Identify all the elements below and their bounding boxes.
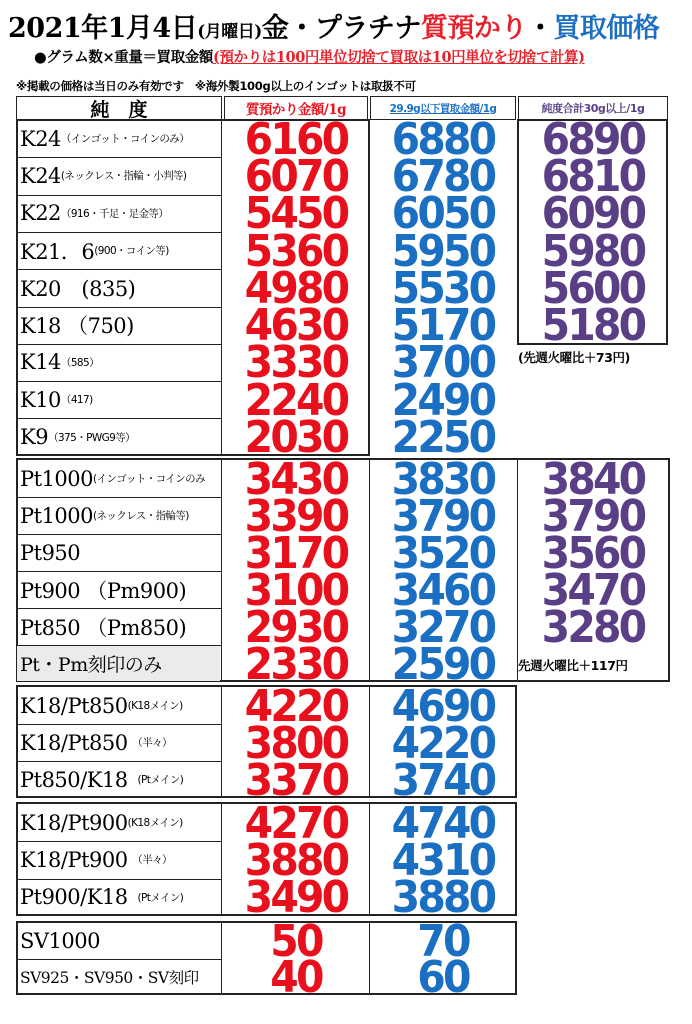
column-divider [369, 458, 370, 682]
column-header-pawn: 質預かり金額/1g [224, 96, 368, 120]
buy-price: 3830 [391, 453, 495, 505]
row-label [20, 381, 93, 418]
row-label [20, 959, 199, 995]
title-day: (月曜日) [197, 22, 262, 42]
row-label-sub: （半々） [127, 737, 172, 749]
buy-price: 6780 [391, 150, 495, 202]
row-label-sub: （585） [60, 356, 99, 369]
pawn-price: 3390 [244, 490, 348, 542]
row-label [20, 307, 134, 344]
row-label-main: K24 [20, 163, 61, 188]
row-label-sub: (インゴット・コインのみ [93, 473, 205, 485]
pawn-price: 3800 [244, 717, 348, 769]
column-header-buy-large: 純度合計30g以上/1g [518, 96, 668, 120]
bulk-buy-price: 5600 [541, 262, 645, 314]
buy-price: 3740 [391, 754, 495, 806]
pawn-price: 2930 [244, 601, 348, 653]
buy-price: 3460 [391, 564, 495, 616]
row-label-main: K10 [20, 387, 61, 412]
bulk-buy-price: 3840 [541, 453, 645, 505]
column-divider [221, 802, 222, 916]
row-label-sub: （417) [60, 394, 93, 407]
column-divider [369, 119, 370, 456]
row-label-main: SV1000 [20, 929, 100, 953]
row-label-main: K22 [20, 201, 61, 226]
row-label-main: K18/Pt900 [20, 847, 128, 872]
page-title [8, 6, 688, 46]
bulk-buy-price: 6890 [541, 113, 645, 165]
row-label [20, 804, 183, 841]
pawn-price: 6070 [244, 150, 348, 202]
row-label-main: SV925・SV950・SV刻印 [20, 969, 199, 987]
buy-price: 3520 [391, 527, 495, 579]
pawn-price: 5450 [244, 188, 348, 240]
row-label-main: Pt1000 [20, 466, 94, 491]
title-buy: 買取価格 [553, 13, 660, 44]
row-label-main: Pt・Pm刻印のみ [20, 654, 162, 676]
row-label-main: K18/Pt900 [20, 810, 128, 835]
bulk-buy-price: 5980 [541, 225, 645, 277]
buy-price: 5170 [391, 300, 495, 352]
pawn-price: 3880 [244, 834, 348, 886]
column-divider [369, 685, 370, 798]
row-label-main: K24 [20, 126, 61, 151]
buy-price: 3790 [391, 490, 495, 542]
column-divider [221, 921, 222, 995]
pawn-price: 3370 [244, 754, 348, 806]
buy-price: 2490 [391, 374, 495, 426]
row-label-sub: （半々） [127, 854, 172, 867]
pawn-price: 3100 [244, 564, 348, 616]
pawn-price: 4220 [244, 680, 348, 732]
row-label-main: K18 （750) [20, 314, 134, 339]
pawn-price: 3430 [244, 453, 348, 505]
column-divider [221, 458, 222, 682]
row-label [20, 497, 189, 534]
bulk-buy-price: 6090 [541, 188, 645, 240]
row-label [20, 269, 135, 306]
buy-price: 5530 [391, 262, 495, 314]
buy-price: 60 [417, 952, 469, 1003]
row-label [20, 761, 183, 798]
buy-price: 6880 [391, 113, 495, 165]
row-label-main: K9 [20, 425, 49, 450]
pawn-price: 40 [270, 952, 322, 1003]
row-label-main: Pt950 [20, 540, 81, 565]
row-label [20, 534, 80, 571]
notice-text: ※掲載の価格は当日のみ有効です ※海外製100g以上のインゴットは取扱不可 [16, 79, 416, 93]
column-divider [517, 458, 518, 682]
formula-line [34, 46, 585, 68]
buy-price: 3880 [391, 872, 495, 924]
pawn-price: 2330 [244, 638, 348, 690]
row-label [20, 418, 135, 455]
buy-price: 70 [417, 916, 469, 967]
row-label-main: Pt850/K18 [20, 767, 128, 792]
row-label [20, 724, 172, 761]
row-label-sub: （916・千足・足金等） [60, 207, 169, 220]
bulk-buy-price: 3470 [541, 564, 645, 616]
title-date: 2021年1月4日 [8, 13, 198, 44]
column-header-buy-small: 29.9g以下買取金額/1g [370, 96, 516, 120]
pawn-price: 2030 [244, 412, 348, 464]
buy-price: 3270 [391, 601, 495, 653]
pawn-price: 3170 [244, 527, 348, 579]
gold-change-note: (先週火曜比＋73円) [518, 350, 630, 365]
row-label [20, 120, 189, 157]
row-label [20, 923, 100, 959]
buy-price: 4220 [391, 717, 495, 769]
formula-text: ●グラム数×重量＝買取金額 [34, 49, 213, 66]
row-label-main: K18/Pt850 [20, 693, 128, 718]
bulk-buy-price: 5180 [541, 300, 645, 352]
row-label-sub: （インゴット・コインのみ） [60, 133, 190, 146]
row-label [20, 608, 186, 645]
bulk-buy-price: 6810 [541, 150, 645, 202]
buy-price: 6050 [391, 188, 495, 240]
row-label [20, 645, 162, 682]
title-dot: ・ [526, 13, 554, 44]
formula-note: (預かりは100円単位切捨て買取は10円単位を切捨て計算) [212, 49, 585, 66]
bulk-buy-price: 3560 [541, 527, 645, 579]
row-label-main: K18/Pt850 [20, 730, 128, 755]
pawn-price: 4270 [244, 797, 348, 849]
row-label [20, 195, 168, 232]
pawn-price: 4980 [244, 262, 348, 314]
row-label [20, 571, 186, 608]
row-label-sub: (ネックレス・指輪等) [93, 510, 189, 522]
bulk-buy-price: 3790 [541, 490, 645, 542]
pawn-price: 6160 [244, 113, 348, 165]
platinum-change-note: 先週火曜比＋117円 [518, 658, 628, 673]
row-label-sub: (Ptメイン) [127, 891, 184, 904]
title-metals: 金・プラチナ [261, 13, 421, 44]
pawn-price: 3490 [244, 872, 348, 924]
column-divider [369, 802, 370, 916]
buy-price: 4310 [391, 834, 495, 886]
pawn-price: 4630 [244, 300, 348, 352]
buy-price: 4690 [391, 680, 495, 732]
row-label-main: K14 [20, 350, 61, 375]
pawn-price: 2240 [244, 374, 348, 426]
row-label-main: K21．6 [20, 239, 95, 264]
pawn-price: 50 [270, 916, 322, 967]
row-label-sub: (ネックレス・指輪・小判等) [60, 170, 187, 183]
buy-price: 2250 [391, 412, 495, 464]
row-label-main: Pt1000 [20, 503, 94, 528]
row-label-main: Pt850 （Pm850) [20, 615, 187, 640]
buy-price: 3700 [391, 337, 495, 389]
row-label-main: Pt900/K18 [20, 885, 128, 910]
row-label [20, 157, 186, 194]
row-label [20, 687, 183, 724]
column-header-purity: 純 度 [16, 96, 222, 120]
row-label-sub: （375・PWG9等） [48, 431, 136, 444]
column-divider [221, 685, 222, 798]
row-label-sub: (900・コイン等) [94, 245, 169, 258]
pawn-price: 3330 [244, 337, 348, 389]
row-label-sub: (K18メイン) [127, 700, 183, 712]
buy-price: 4740 [391, 797, 495, 849]
buy-price: 2590 [391, 638, 495, 690]
row-label [20, 879, 183, 916]
row-label-sub: (Ptメイン) [127, 774, 184, 786]
row-label [20, 841, 172, 878]
row-label-main: K20 (835) [20, 276, 136, 301]
row-label [20, 344, 99, 381]
title-pawn: 質預かり [420, 13, 527, 44]
pawn-price: 5360 [244, 225, 348, 277]
row-label-main: Pt900 （Pm900) [20, 578, 187, 603]
bulk-buy-price: 3280 [541, 601, 645, 653]
buy-price: 5950 [391, 225, 495, 277]
column-divider [369, 921, 370, 995]
column-divider [221, 119, 222, 456]
row-label-sub: (K18メイン) [127, 817, 183, 830]
row-label [20, 232, 169, 269]
row-label [20, 460, 205, 497]
